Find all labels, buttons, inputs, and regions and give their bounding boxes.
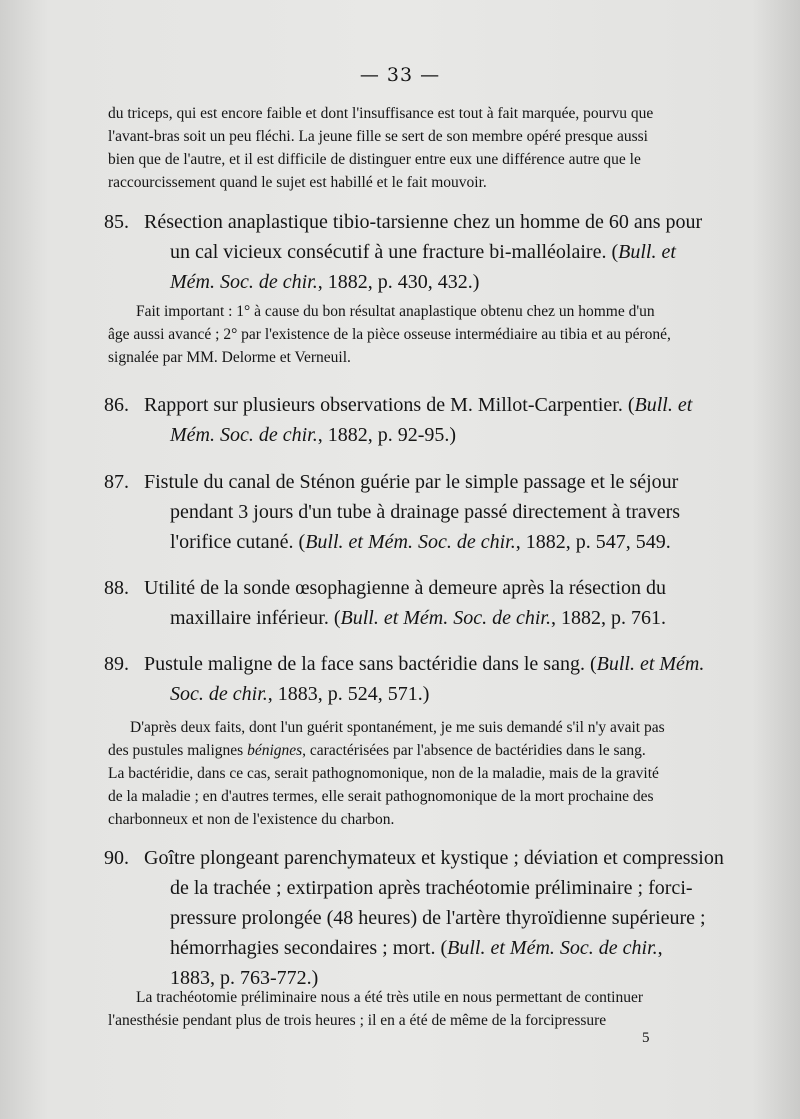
- reference-pages: , 1882, p. 761.: [550, 607, 666, 629]
- entry-title-cont: ,: [657, 937, 663, 959]
- note-line: La bactéridie, dans ce cas, serait pathognomonique, non de la maladie, mais de la gravité: [108, 765, 659, 782]
- reference-journal: Mém. Soc. de chir.: [170, 424, 318, 446]
- reference-pages: , 1882, p. 547, 549.: [515, 531, 671, 553]
- entry-title-cont: un cal vicieux consécutif à une fracture bi-malléolaire. (: [170, 241, 619, 263]
- reference-journal: Bull. et Mém. Soc. de chir.: [340, 607, 551, 629]
- entry-title-cont: pendant 3 jours d'un tube à drainage passé directement à travers: [170, 501, 681, 523]
- entry-title: Goître plongeant parenchymateux et kystique ; déviation et compression: [144, 847, 724, 869]
- reference-journal: Bull. et: [634, 394, 693, 416]
- entry-86: [0, 390, 800, 450]
- entry-title-cont: l'orifice cutané. (: [170, 531, 306, 553]
- entry-title: Résection anaplastique tibio-tarsienne chez un homme de 60 ans pour: [144, 211, 703, 233]
- entry-number: 88.: [104, 577, 129, 599]
- intro-line: raccourcissement quand le sujet est habillé et le fait mouvoir.: [108, 174, 487, 191]
- note-emphasis: bénignes: [247, 742, 303, 759]
- entry-87: [0, 467, 800, 557]
- entry-90-note: [0, 986, 708, 1032]
- entry-title: Utilité de la sonde œsophagienne à demeure après la résection du: [144, 577, 667, 599]
- entry-number: 87.: [104, 471, 129, 493]
- entry-number: 85.: [104, 211, 129, 233]
- signature-mark: 5: [642, 1030, 650, 1046]
- entry-title-cont: hémorrhagies secondaires ; mort. (: [170, 937, 448, 959]
- entry-number: 89.: [104, 653, 129, 675]
- entry-number: 86.: [104, 394, 129, 416]
- reference-journal: Mém. Soc. de chir.: [170, 271, 318, 293]
- entry-title: Rapport sur plusieurs observations de M. Millot-Carpentier. (: [144, 394, 635, 416]
- note-line: âge aussi avancé ; 2° par l'existence de la pièce osseuse intermédiaire au tibia et au péroné,: [108, 326, 671, 343]
- entry-88: [0, 573, 800, 633]
- intro-line: bien que de l'autre, et il est difficile de distinguer entre eux une différence autre que le: [108, 151, 641, 168]
- entry-title: Fistule du canal de Sténon guérie par le simple passage et le séjour: [144, 471, 679, 493]
- reference-journal: Bull. et Mém. Soc. de chir.: [447, 937, 658, 959]
- note-text: , caractérisées par l'absence de bactéridies dans le sang.: [302, 742, 646, 759]
- intro-line: du triceps, qui est encore faible et dont l'insuffisance est tout à fait marquée, pourvu que: [108, 105, 654, 122]
- page-number: — 33 —: [359, 64, 441, 86]
- entry-89-note: [0, 716, 708, 831]
- entry-85: [0, 207, 800, 297]
- reference-pages: 1883, p. 763-772.): [170, 967, 319, 989]
- entry-title-cont: pressure prolongée (48 heures) de l'artère thyroïdienne supérieure ;: [170, 907, 706, 929]
- note-line: D'après deux faits, dont l'un guérit spontanément, je me suis demandé s'il n'y avait pas: [130, 719, 665, 736]
- entry-title-cont: de la trachée ; extirpation après trachéotomie préliminaire ; forci-: [170, 877, 693, 899]
- note-line: signalée par MM. Delorme et Verneuil.: [108, 349, 351, 366]
- reference-journal: Bull. et: [618, 241, 676, 263]
- entry-title-cont: maxillaire inférieur. (: [170, 607, 341, 629]
- reference-journal: Bull. et Mém. Soc. de chir.: [305, 531, 516, 553]
- reference-pages: , 1882, p. 430, 432.): [317, 271, 480, 293]
- entry-89: [0, 649, 800, 709]
- entry-title: Pustule maligne de la face sans bactéridie dans le sang. (: [144, 653, 597, 675]
- reference-pages: , 1883, p. 524, 571.): [267, 683, 430, 705]
- note-line: La trachéotomie préliminaire nous a été très utile en nous permettant de continuer: [136, 989, 644, 1006]
- reference-journal: Soc. de chir.: [170, 683, 268, 705]
- note-text: des pustules malignes: [108, 742, 248, 759]
- intro-paragraph: [0, 102, 708, 194]
- note-line: Fait important : 1° à cause du bon résultat anaplastique obtenu chez un homme d'un: [136, 303, 655, 320]
- entry-85-note: [0, 300, 706, 369]
- entry-number: 90.: [104, 847, 129, 869]
- note-line: [108, 739, 708, 762]
- reference-journal: Bull. et Mém.: [596, 653, 705, 675]
- intro-line: l'avant-bras soit un peu fléchi. La jeune fille se sert de son membre opéré presque aussi: [108, 128, 648, 145]
- reference-pages: , 1882, p. 92-95.): [317, 424, 457, 446]
- note-line: de la maladie ; en d'autres termes, elle serait pathognomonique de la mort prochaine des: [108, 788, 654, 805]
- entry-90: [0, 843, 800, 993]
- note-line: charbonneux et non de l'existence du charbon.: [108, 811, 395, 828]
- note-line: l'anesthésie pendant plus de trois heures ; il en a été de même de la forcipressure: [108, 1012, 607, 1029]
